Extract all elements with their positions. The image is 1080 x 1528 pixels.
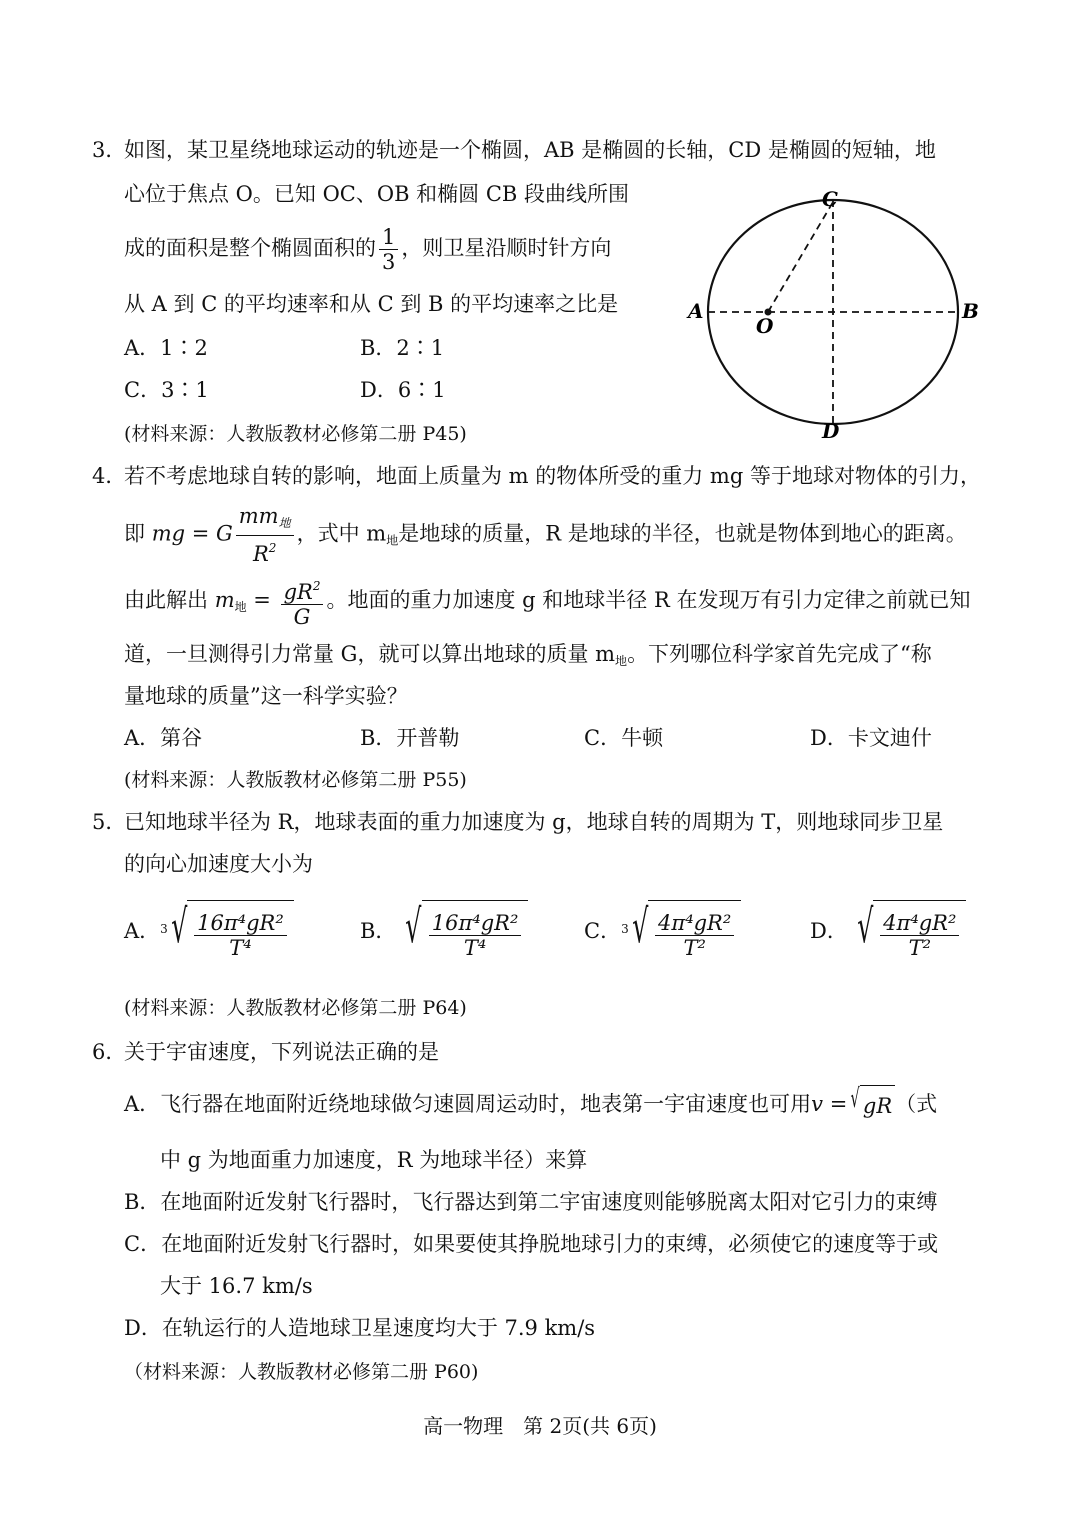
q4-line4-sub: 地 [615, 654, 628, 668]
q4-number: 4． [92, 464, 127, 488]
label-b: B [962, 299, 979, 323]
q6-option-c: C．在地面附近发射飞行器时，如果要使其挣脱地球引力的束缚，必须使它的速度等于或 [124, 1232, 939, 1256]
q4-line2-sub: 地 [386, 533, 399, 548]
q3-option-b: B．2∶1 [360, 336, 445, 360]
q6-number: 6． [92, 1040, 127, 1064]
q4-line2-pre: 即 [124, 521, 145, 546]
q5-option-a-radical [160, 900, 294, 965]
radical-sign-icon: √ [405, 899, 422, 953]
q4-gravity-den-sup: 2 [268, 541, 277, 555]
q3-fraction [379, 225, 398, 274]
q3-line3 [124, 224, 611, 274]
q5-option-a-fraction [194, 911, 287, 960]
q4-mass-sub: 地 [234, 600, 247, 614]
label-a: A [688, 299, 704, 323]
q5-option-a-num: 16π⁴gR² [194, 911, 287, 936]
q4-gravity-den [236, 536, 294, 566]
radical-sign-icon: √ [631, 899, 649, 953]
q4-line2 [124, 504, 967, 566]
q4-line1: 若不考虑地球自转的影响，地面上质量为 m 的物体所受的重力 mg 等于地球对物体的引力， [124, 464, 981, 488]
q5-line1: 已知地球半径为 R，地球表面的重力加速度为 g，地球自转的周期为 T，则地球同步卫星 [124, 810, 944, 834]
radical-sign-icon: √ [171, 899, 188, 953]
q6-option-a-line2: 中 g 为地面重力加速度，R 为地球半径）来算 [160, 1148, 588, 1172]
q4-mass-num [281, 574, 324, 605]
radical-sign-icon: √ [857, 899, 874, 953]
label-o: O [756, 314, 774, 338]
q4-line3-post: 。地面的重力加速度 g 和地球半径 R 在发现万有引力定律之前就已知 [326, 588, 971, 612]
q4-option-c: C．牛顿 [584, 726, 664, 750]
q5-option-b-label: B． [360, 919, 397, 943]
q3-number: 3． [92, 138, 127, 162]
q5-option-a-index: 3 [160, 922, 168, 936]
q6-source: （材料来源：人教版教材必修第二册 P60) [124, 1361, 479, 1383]
q5-number: 5． [92, 810, 127, 834]
ellipse-orbit-diagram [670, 180, 1000, 450]
q4-gravity-num-text: mm [238, 504, 279, 528]
q4-gravity-num [236, 504, 294, 536]
q3-line3-pre: 成的面积是整个椭圆面积的 [124, 236, 376, 260]
q4-line4 [124, 640, 932, 675]
q4-mass-den: G [293, 605, 311, 629]
q6-option-a-post: （式 [895, 1092, 938, 1116]
q4-line3 [124, 574, 970, 632]
q6-option-b: B．在地面附近发射飞行器时，飞行器达到第二宇宙速度则能够脱离太阳对它引力的束缚 [124, 1190, 938, 1214]
q6-option-a-radicand: gR [860, 1085, 895, 1126]
q5-option-b-den: T⁴ [463, 936, 487, 960]
q4-mass-num-text: gR [283, 580, 313, 604]
q6-option-a-v: v = [811, 1092, 848, 1116]
q4-line2-post: ，式中 m [296, 521, 387, 546]
q5-option-c-label: C． [584, 919, 622, 943]
q3-line1: 如图，某卫星绕地球运动的轨迹是一个椭圆，AB 是椭圆的长轴，CD 是椭圆的短轴，地 [124, 138, 936, 162]
q6-option-c-line2: 大于 16.7 km/s [160, 1274, 313, 1298]
q3-line3-post: ，则卫星沿顺时针方向 [401, 236, 612, 260]
q3-line2: 心位于焦点 O。已知 OC、OB 和椭圆 CB 段曲线所围 [124, 182, 630, 206]
q5-option-c-radical [621, 900, 741, 965]
q4-option-b: B．开普勒 [360, 726, 460, 750]
q5-option-d-label: D． [810, 919, 848, 943]
q5-option-d-den: T² [908, 936, 931, 960]
q5-option-b [360, 900, 528, 965]
label-d: D [822, 419, 840, 443]
q4-line5: 量地球的质量”这一科学实验？ [124, 684, 408, 708]
q4-source: (材料来源：人教版教材必修第二册 P55) [124, 769, 467, 791]
q3-option-d: D．6∶1 [360, 378, 446, 402]
q5-option-a-label: A． [124, 919, 161, 943]
q4-equals: = [246, 588, 278, 612]
q6-option-a [124, 1084, 937, 1126]
q4-option-d: D．卡文迪什 [810, 726, 932, 750]
q5-option-d-fraction [880, 911, 959, 960]
q3-frac-den: 3 [382, 250, 396, 274]
focus-to-c-line [768, 202, 833, 312]
q5-option-c-index: 3 [621, 922, 629, 936]
q5-option-d [810, 900, 966, 965]
q4-mass-symbol: m [214, 588, 235, 612]
q5-option-a-den: T⁴ [229, 936, 252, 960]
q6-option-d: D．在轨运行的人造地球卫星速度均大于 7.9 km/s [124, 1316, 596, 1340]
q4-line3-pre: 由此解出 [124, 588, 208, 612]
q3-option-a: A．1∶2 [124, 336, 208, 360]
q4-gravity-den-text: R [252, 542, 269, 566]
q5-line2: 的向心加速度大小为 [124, 852, 313, 876]
q5-option-b-num: 16π⁴gR² [429, 911, 522, 936]
radical-sign-icon: √ [850, 1084, 860, 1114]
page-footer: 高一物理 第 2页(共 6页) [423, 1414, 657, 1438]
q5-option-d-radical [848, 900, 967, 965]
q4-mass-fraction [281, 574, 324, 629]
q5-source: (材料来源：人教版教材必修第二册 P64) [124, 997, 467, 1019]
q3-option-c: C．3∶1 [124, 378, 209, 402]
q4-line4-post: 。下列哪位科学家首先完成了“称 [627, 642, 932, 666]
q5-option-a [124, 900, 294, 965]
q4-gravity-fraction [236, 504, 294, 566]
q5-option-c-num: 4π⁴gR² [655, 911, 734, 936]
q4-line2-post2: 是地球的质量，R 是地球的半径，也就是物体到地心的距离。 [398, 521, 967, 546]
q4-mass-num-sup: 2 [312, 579, 321, 593]
q4-gravity-num-sub: 地 [278, 516, 291, 530]
label-c: C [822, 187, 838, 211]
q5-option-b-fraction [429, 911, 522, 960]
q5-option-d-num: 4π⁴gR² [880, 911, 959, 936]
q4-gravity-lhs: mg = G [151, 521, 233, 546]
q6-stem: 关于宇宙速度，下列说法正确的是 [124, 1040, 439, 1064]
q6-option-a-text: A．飞行器在地面附近绕地球做匀速圆周运动时，地表第一宇宙速度也可用 [124, 1092, 812, 1116]
q3-frac-num: 1 [379, 225, 398, 250]
q3-line4: 从 A 到 C 的平均速率和从 C 到 B 的平均速率之比是 [124, 292, 619, 316]
q5-option-c-den: T² [683, 936, 706, 960]
q5-option-c-fraction [655, 911, 734, 960]
q4-option-a: A．第谷 [124, 726, 203, 750]
q5-option-c [584, 900, 741, 965]
q6-option-a-radical [847, 1085, 895, 1126]
q4-line4-pre: 道，一旦测得引力常量 G，就可以算出地球的质量 m [124, 642, 616, 666]
q3-source: (材料来源：人教版教材必修第二册 P45) [124, 423, 467, 445]
q5-option-b-radical [396, 900, 528, 965]
